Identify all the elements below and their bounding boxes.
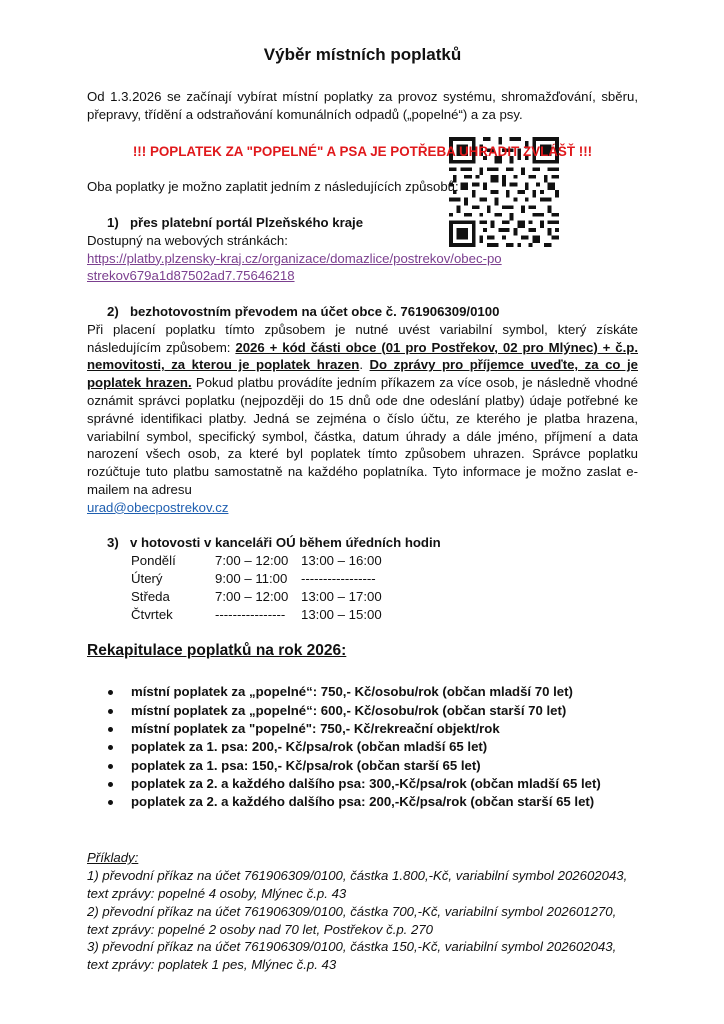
recap-heading: Rekapitulace poplatků na rok 2026:: [87, 642, 347, 660]
hours-day: Čtvrtek: [131, 606, 173, 622]
method2-text-a: Při placení poplatku tímto způsobem je nutné uvést variabilní symbol, který získáte následujícím způsobem:: [87, 321, 638, 355]
list-item: místní poplatek za „popelné“: 750,- Kč/osobu/rok (občan mladší 70 let): [87, 683, 638, 701]
table-row: [131, 552, 382, 570]
method1-text: Dostupný na webových stránkách:: [87, 232, 288, 248]
list-item: poplatek za 1. psa: 150,- Kč/psa/rok (občan starší 65 let): [87, 757, 638, 775]
document-page: [87, 44, 638, 974]
list-item: poplatek za 2. a každého dalšího psa: 200,-Kč/psa/rok (občan starší 65 let): [87, 793, 638, 811]
method2-paragraph: [87, 321, 638, 499]
hours-morning: 9:00 – 11:00: [215, 570, 288, 586]
table-row: [131, 606, 382, 624]
table-row: [131, 588, 382, 606]
method3-number: 3): [107, 535, 119, 551]
example-item: 3) převodní příkaz na účet 761906309/0100, částka 150,-Kč, variabilní symbol 202602043, text zprávy: poplatek 1 pes, Mlýnec č.p. 43: [87, 939, 617, 973]
fees-list: [87, 683, 638, 811]
variable-symbol-rule: 2026 + kód části obce (01 pro Postřekov, 02 pro Mlýnec) + č.p. nemovitosti, za kterou je poplatek hrazen: [87, 339, 638, 373]
list-item: místní poplatek za "popelné": 750,- Kč/rekreační objekt/rok: [87, 720, 638, 738]
method2-text-e: Pokud platbu provádíte jedním příkazem za více osob, je následně vhodné oznámit správci poplatku (nejpozději do 15 dnů ode dne odeslání platby) údaje potřebné ke správné identifikaci platby. Jedná se zejména o číslo účtu, ze kterého je platba hrazena, variabilní symbol, specifický symbol, částka, datum úhrady a dále jméno, příjmení a data narození všech osob, za které byl poplatek tímto způsobem uhrazen. Správce poplatku rozúčtuje tuto platbu samostatně na každého poplatníka. Tyto informace je možno zaslat e-mailem na adresu: [87, 375, 639, 497]
method3-heading: [87, 534, 638, 552]
email-link[interactable]: urad@obecpostrekov.cz: [87, 499, 229, 515]
hours-day: Středa: [131, 588, 170, 604]
method3-heading-text: v hotovosti v kanceláři OÚ během úředních hodin: [130, 535, 441, 551]
hours-afternoon: 13:00 – 17:00: [301, 588, 382, 604]
payment-portal-link[interactable]: https://platby.plzensky-kraj.cz/organizace/domazlice/postrekov/obec-postrekov679a1d87502ad7.75646218: [87, 250, 502, 284]
list-item: poplatek za 1. psa: 200,- Kč/psa/rok (občan mladší 65 let): [87, 738, 638, 756]
list-item: místní poplatek za „popelné“: 600,- Kč/osobu/rok (občan starší 70 let): [87, 702, 638, 720]
hours-afternoon: -----------------: [301, 570, 376, 586]
ways-intro: Oba poplatky je možno zaplatit jedním z následujících způsobů:: [87, 179, 459, 195]
method1-number: 1): [107, 214, 119, 230]
table-row: [131, 570, 382, 588]
intro-paragraph: Od 1.3.2026 se začínají vybírat místní poplatky za provoz systému, shromažďování, sběru, přepravy, třídění a odstraňování komunálních odpadů („popelné“) a za psy.: [87, 89, 638, 122]
example-item: 2) převodní příkaz na účet 761906309/0100, částka 700,-Kč, variabilní symbol 202601270, text zprávy: popelné 2 osoby nad 70 let, Postřekov č.p. 270: [87, 903, 617, 937]
page-title: Výběr místních poplatků: [263, 45, 462, 64]
hours-morning: 7:00 – 12:00: [215, 553, 289, 569]
hours-morning: ----------------: [215, 606, 286, 622]
list-item: poplatek za 2. a každého dalšího psa: 300,-Kč/psa/rok (občan mladší 65 let): [87, 775, 638, 793]
method1-heading-text: přes platební portál Plzeňského kraje: [130, 214, 364, 230]
warning-notice: !!! POPLATEK ZA "POPELNÉ" A PSA JE POTŘEBA UHRADIT ZVLÁŠŤ !!!: [132, 143, 593, 159]
method1-heading: [87, 214, 638, 232]
hours-morning: 7:00 – 12:00: [215, 588, 289, 604]
message-instruction: Do zprávy pro příjemce uveďte, za co je poplatek hrazen.: [87, 357, 639, 391]
examples-heading: Příklady:: [87, 850, 139, 866]
hours-afternoon: 13:00 – 15:00: [301, 606, 382, 622]
example-item: 1) převodní příkaz na účet 761906309/0100, částka 1.800,-Kč, variabilní symbol 202602043, text zprávy: popelné 4 osoby, Mlýnec č.p. 43: [87, 868, 628, 901]
method2-heading: [87, 303, 638, 321]
examples-section: [87, 849, 638, 974]
hours-day: Pondělí: [131, 553, 176, 569]
method2-text-c: .: [359, 357, 370, 373]
hours-day: Úterý: [131, 570, 163, 586]
method2-heading-text: bezhotovostním převodem na účet obce č. 761906309/0100: [130, 303, 500, 319]
office-hours-table: [131, 552, 382, 623]
method2-number: 2): [107, 303, 119, 319]
hours-afternoon: 13:00 – 16:00: [301, 553, 382, 569]
